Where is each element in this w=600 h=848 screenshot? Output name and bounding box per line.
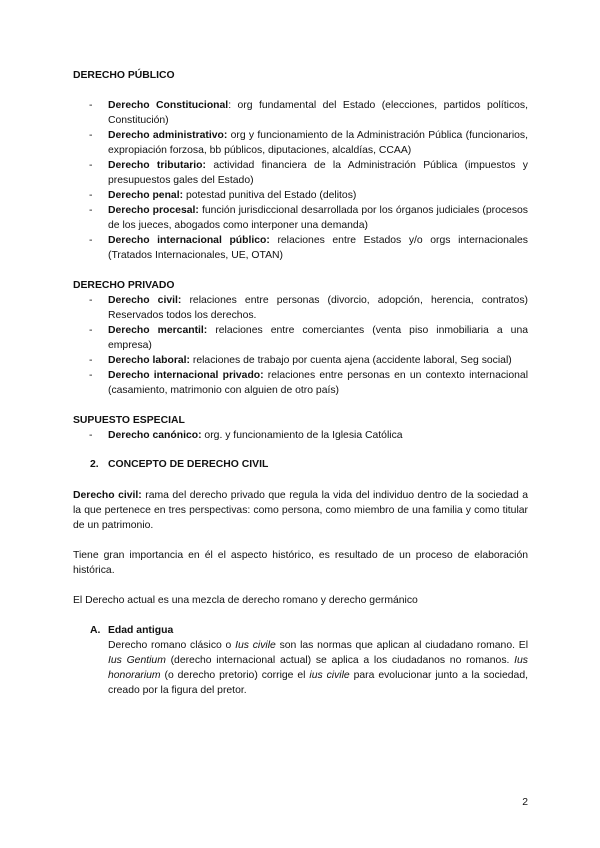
page-number: 2	[522, 797, 528, 808]
term: Derecho penal:	[108, 190, 184, 201]
heading-supuesto-especial: SUPUESTO ESPECIAL	[73, 415, 185, 426]
list-item	[73, 203, 528, 233]
term: Derecho procesal:	[108, 205, 199, 216]
text-run: (o derecho pretorio) corrige el	[160, 670, 310, 681]
latin-term: Ius civile	[235, 640, 276, 651]
term: Derecho internacional privado:	[108, 370, 264, 381]
list-item	[73, 158, 528, 188]
text-run: son las normas que aplican al ciudadano romano. El	[275, 640, 529, 651]
list-item	[73, 353, 528, 368]
term: Derecho civil:	[73, 490, 142, 501]
dash-bullet: -	[89, 100, 93, 111]
dash-bullet: -	[89, 355, 93, 366]
latin-term: Ius honorarium	[108, 655, 528, 681]
item-text: potestad punitiva del Estado (delitos)	[183, 190, 357, 201]
list-item	[73, 368, 528, 398]
term: Derecho tributario:	[108, 160, 206, 171]
page-content	[73, 68, 528, 698]
list-item	[73, 293, 528, 323]
dash-bullet: -	[89, 130, 93, 141]
item-text: relaciones de trabajo por cuenta ajena (accidente laboral, Seg social)	[190, 355, 512, 366]
text-run: para evolucionar junto a la sociedad, creado por la figura del pretor.	[108, 670, 528, 696]
list-item	[73, 323, 528, 353]
dash-bullet: -	[89, 295, 93, 306]
dash-bullet: -	[89, 430, 93, 441]
mixture-paragraph: El Derecho actual es una mezcla de derecho romano y derecho germánico	[73, 595, 418, 606]
latin-term: Ius Gentium	[108, 655, 166, 666]
item-text: relaciones entre personas en un contexto internacional (casamiento, matrimonio con alguien de otro país)	[108, 370, 528, 396]
item-text: relaciones entre personas (divorcio, adopción, herencia, contratos) Reservados todos los derechos.	[108, 295, 528, 321]
subsection-title: Edad antigua	[108, 625, 174, 636]
text-run: Derecho romano clásico o	[108, 640, 236, 651]
item-text: relaciones entre Estados y/o orgs internacionales (Tratados Internacionales, UE, OTAN)	[108, 235, 528, 261]
term: Derecho laboral:	[108, 355, 190, 366]
term: Derecho Constitucional	[108, 100, 229, 111]
section-heading-2	[73, 457, 528, 472]
term: Derecho civil:	[108, 295, 182, 306]
list-derecho-privado	[73, 293, 528, 398]
list-supuesto-especial	[73, 428, 528, 443]
term: Derecho canónico:	[108, 430, 202, 441]
list-item	[73, 188, 528, 203]
item-text: org fundamental del Estado (elecciones, partidos políticos, Constitución)	[108, 100, 529, 126]
dash-bullet: -	[89, 370, 93, 381]
dash-bullet: -	[89, 190, 93, 201]
definition-paragraph	[73, 488, 528, 533]
paragraph-text: rama del derecho privado que regula la vida del individuo dentro de la sociedad a la que pertenece en tres perspectivas: como persona, como miembro de una familia y como titular de un patrimonio.	[73, 490, 528, 531]
item-text: relaciones entre comerciantes (venta piso inmobiliaria a una empresa)	[108, 325, 528, 351]
subsection-letter: A.	[90, 625, 101, 636]
list-item	[73, 428, 528, 443]
term-separator: :	[228, 100, 232, 111]
list-item	[73, 233, 528, 263]
subsection-heading-a	[73, 623, 528, 638]
dash-bullet: -	[89, 205, 93, 216]
item-text: función jurisdiccional desarrollada por los órganos judiciales (procesos de los jueces, abogados como interponer una demanda)	[108, 205, 528, 231]
item-text: org y funcionamiento de la Administración Pública (funcionarios, expropiación forzosa, bb públicos, diputaciones, alcaldías, CCAA)	[108, 130, 528, 156]
term: Derecho administrativo:	[108, 130, 228, 141]
latin-term: ius civile	[309, 670, 350, 681]
list-item	[73, 128, 528, 158]
term: Derecho internacional público:	[108, 235, 270, 246]
section-title: CONCEPTO DE DERECHO CIVIL	[108, 459, 269, 470]
term: Derecho mercantil:	[108, 325, 208, 336]
dash-bullet: -	[89, 235, 93, 246]
item-text: org. y funcionamiento de la Iglesia Católica	[201, 430, 403, 441]
subsection-a-body	[73, 638, 528, 698]
list-item	[73, 98, 528, 128]
section-number: 2.	[90, 459, 99, 470]
item-text: actividad financiera de la Administración Pública (impuestos y presupuestos gales del Estado)	[108, 160, 529, 186]
text-run: (derecho internacional actual) se aplica a los ciudadanos no romanos.	[165, 655, 515, 666]
list-derecho-publico	[73, 98, 528, 263]
dash-bullet: -	[89, 325, 93, 336]
importance-paragraph: Tiene gran importancia en él el aspecto histórico, es resultado de un proceso de elaboración histórica.	[73, 550, 528, 576]
heading-derecho-publico: DERECHO PÚBLICO	[73, 70, 175, 81]
dash-bullet: -	[89, 160, 93, 171]
heading-derecho-privado: DERECHO PRIVADO	[73, 280, 175, 291]
